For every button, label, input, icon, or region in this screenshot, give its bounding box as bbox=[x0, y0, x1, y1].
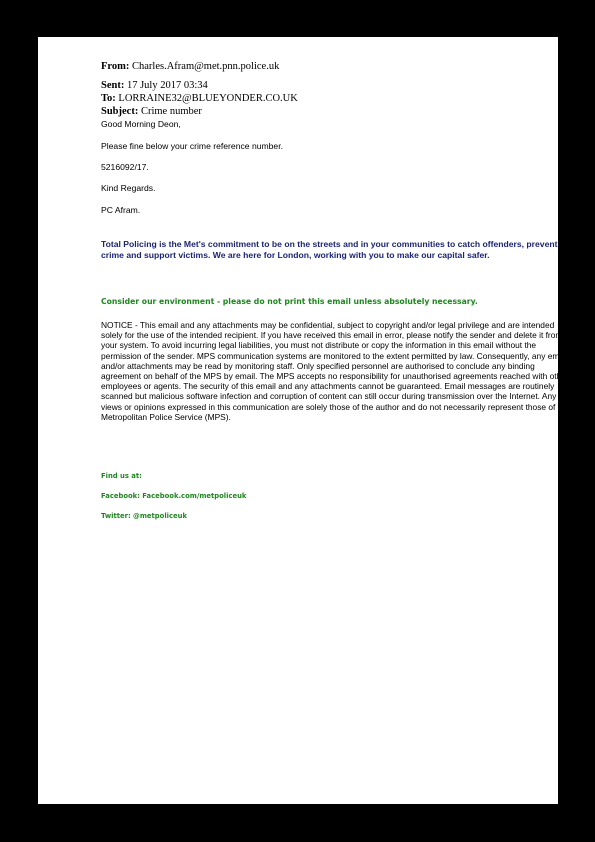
closing: Kind Regards. bbox=[101, 183, 156, 193]
crime-number: 5216092/17. bbox=[101, 162, 149, 172]
to-value: LORRAINE32@BLUEYONDER.CO.UK bbox=[118, 93, 298, 104]
to-label: To: bbox=[101, 93, 116, 104]
signature: PC Afram. bbox=[101, 205, 141, 215]
to-line bbox=[101, 93, 298, 105]
find-us-label: Find us at: bbox=[101, 472, 142, 480]
subject-label: Subject: bbox=[101, 106, 139, 117]
subject-line bbox=[101, 106, 202, 118]
body-line: Please fine below your crime reference number. bbox=[101, 141, 283, 151]
from-line bbox=[101, 61, 280, 73]
sent-label: Sent: bbox=[101, 80, 125, 91]
twitter-link: Twitter: @metpoliceuk bbox=[101, 512, 187, 520]
greeting: Good Morning Deon, bbox=[101, 119, 181, 129]
from-label: From: bbox=[101, 61, 130, 72]
document-page bbox=[38, 37, 570, 833]
sent-line bbox=[101, 80, 208, 92]
facebook-link: Facebook: Facebook.com/metpoliceuk bbox=[101, 492, 247, 500]
legal-notice: NOTICE - This email and any attachments may be confidential, subject to copyright and/or legal privilege and are intended solely for the use of the intended recipient. If you have received this email in error, please notify the sender and delete it from your system. To avoid incurring legal liabilities, you must not distribute or copy the information in this email without the permission of the sender. MPS communication systems are monitored to the extent permitted by law. Consequently, any email and/or attachments may be read by monitoring staff. Only specified personnel are authorised to conclude any binding agreement on behalf of the MPS by email. The MPS accepts no responsibility for unauthorised agreements reached with other employees or agents. The security of this email and any attachments cannot be guaranteed. Email messages are routinely scanned but malicious software infection and corruption of content can still occur during transmission over the Internet. Any views or opinions expressed in this communication are solely those of the author and do not necessarily represent those of the Metropolitan Police Service (MPS). bbox=[101, 320, 570, 422]
environment-note: Consider our environment - please do not print this email unless absolutely necessary. bbox=[101, 297, 478, 306]
policing-statement: Total Policing is the Met's commitment to be on the streets and in your communities to catch offenders, prevent crime and support victims. We are here for London, working with you to make our capital safer. bbox=[101, 239, 558, 260]
page-number: 3324 bbox=[296, 817, 327, 833]
sent-value: 17 July 2017 03:34 bbox=[126, 80, 208, 91]
subject-value: Crime number bbox=[140, 106, 202, 117]
from-value: Charles.Afram@met.pnn.police.uk bbox=[132, 61, 280, 72]
